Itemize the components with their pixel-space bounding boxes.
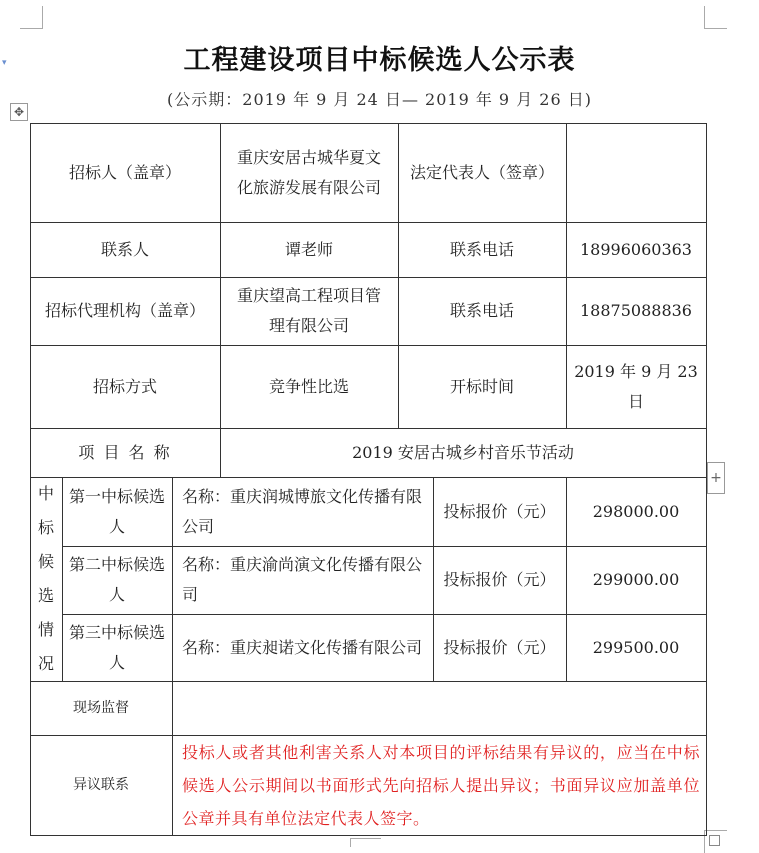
phone-value: 18875088836 — [580, 301, 692, 320]
bid-label: 投标报价（元） — [443, 501, 556, 521]
candidate-rank: 第三中标候选人 — [68, 622, 165, 672]
tenderer-label: 招标人（盖章） — [68, 162, 181, 182]
document-subtitle: (公示期：2019 年 9 月 24 日— 2019 年 9 月 26 日) — [167, 90, 592, 109]
open-time-value: 2019 年 9 月 23 日 — [574, 361, 698, 411]
agency-label: 招标代理机构（盖章） — [44, 301, 205, 320]
supervision-label: 现场监督 — [73, 700, 129, 716]
page-corner-mark — [704, 6, 727, 29]
project-name-value: 2019 安居古城乡村音乐节活动 — [352, 442, 574, 462]
phone-label: 联系电话 — [449, 301, 514, 320]
candidates-label: 中标候选情况 — [38, 484, 55, 673]
text-cursor-icon: ▾ — [2, 58, 7, 68]
table-move-handle-icon[interactable]: ✥ — [10, 103, 28, 121]
bid-label: 投标报价（元） — [443, 637, 556, 657]
project-name-label: 项 目 名 称 — [78, 442, 172, 462]
bid-value: 299500.00 — [592, 637, 680, 657]
candidate-name: 名称：重庆润城博旅文化传播有限公司 — [182, 486, 423, 536]
method-value: 竞争性比选 — [268, 376, 349, 396]
candidate-rank: 第二中标候选人 — [68, 555, 165, 604]
bid-value: 299000.00 — [592, 570, 680, 589]
agency-value: 重庆望高工程项目管理有限公司 — [236, 286, 381, 335]
method-label: 招标方式 — [92, 376, 157, 396]
legal-rep-label: 法定代表人（签章） — [409, 162, 554, 182]
objection-label: 异议联系 — [73, 777, 129, 793]
phone-value: 18996060363 — [580, 239, 692, 259]
tenderer-value: 重庆安居古城华夏文化旅游发展有限公司 — [236, 147, 381, 197]
candidate-name: 名称：重庆昶诺文化传播有限公司 — [182, 637, 423, 657]
open-time-label: 开标时间 — [449, 376, 514, 396]
page-corner-mark — [20, 6, 43, 29]
candidate-name: 名称：重庆渝尚演文化传播有限公司 — [182, 555, 423, 604]
contact-label: 联系人 — [100, 239, 149, 259]
document-title: 工程建设项目中标候选人公示表 — [183, 45, 576, 76]
legal-rep-signature[interactable] — [566, 123, 706, 222]
page-corner-mark — [350, 838, 381, 847]
add-row-handle-icon[interactable]: + — [707, 462, 725, 494]
table-resize-handle-icon[interactable] — [709, 835, 720, 846]
contact-value: 谭老师 — [284, 239, 333, 259]
bid-label: 投标报价（元） — [443, 570, 556, 589]
phone-label: 联系电话 — [449, 239, 514, 259]
objection-text: 投标人或者其他利害关系人对本项目的评标结果有异议的，应当在中标候选人公示期间以书面形式先向招标人提出异议；书面异议应加盖单位公章并具有单位法定代表人签字。 — [182, 742, 700, 828]
candidate-rank: 第一中标候选人 — [68, 486, 165, 536]
bid-value: 298000.00 — [592, 501, 680, 521]
supervision-value[interactable] — [172, 681, 706, 735]
